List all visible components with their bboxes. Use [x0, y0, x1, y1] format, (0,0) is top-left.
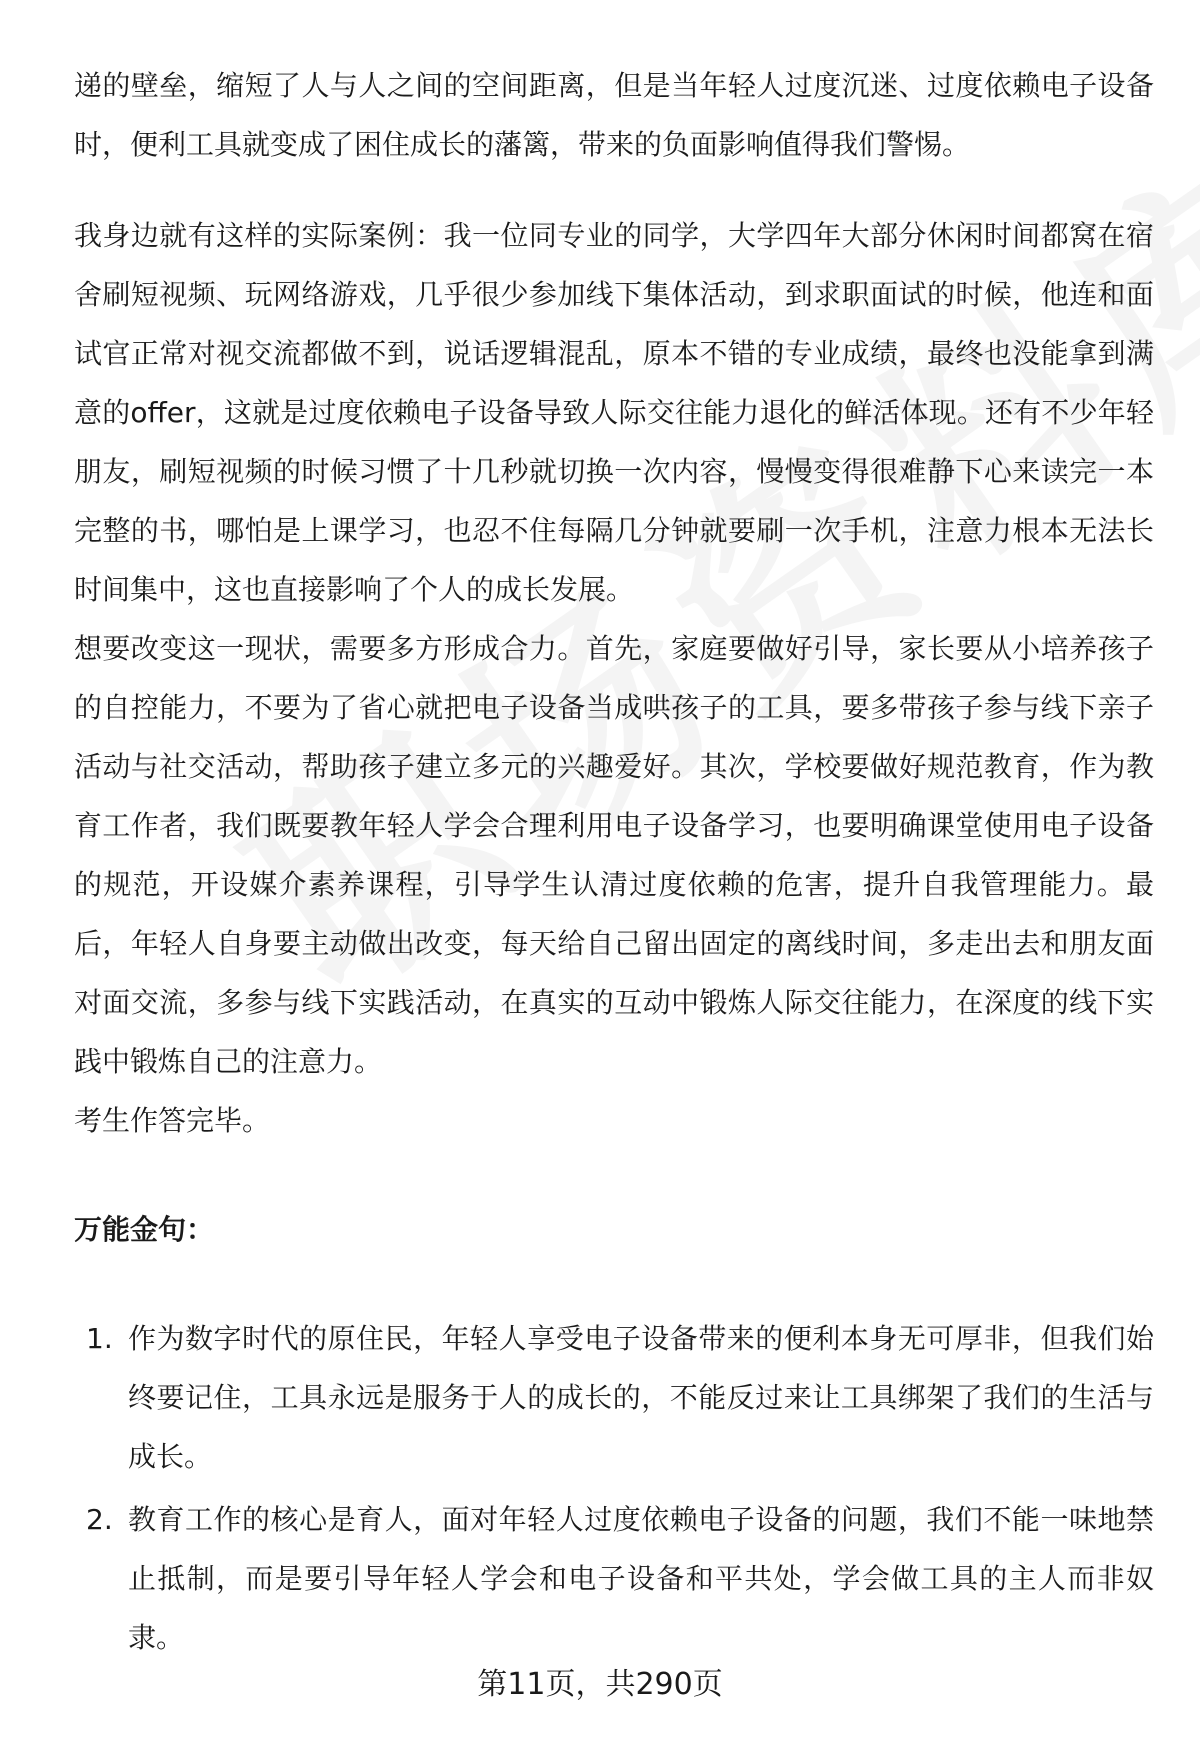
section-heading: 万能金句： — [74, 1213, 215, 1246]
paragraph-1: 递的壁垒，缩短了人与人之间的空间距离，但是当年轻人过度沉迷、过度依赖电子设备时，便利工具就变成了困住成长的藩篱，带来的负面影响值得我们警惕。 — [74, 69, 1154, 161]
list-item-text: 教育工作的核心是育人，面对年轻人过度依赖电子设备的问题，我们不能一味地禁止抵制，而是要引导年轻人学会和电子设备和平共处，学会做工具的主人而非奴隶。 — [128, 1503, 1154, 1654]
list-item-text: 作为数字时代的原住民，年轻人享受电子设备带来的便利本身无可厚非，但我们始终要记住，工具永远是服务于人的成长的，不能反过来让工具绑架了我们的生活与成长。 — [128, 1322, 1154, 1473]
list-item-number: 1. — [86, 1322, 113, 1355]
golden-sentence-list — [74, 1309, 1154, 1667]
list-item — [74, 1309, 1154, 1486]
paragraph-2: 我身边就有这样的实际案例：我一位同专业的同学，大学四年大部分休闲时间都窝在宿舍刷短视频、玩网络游戏，几乎很少参加线下集体活动，到求职面试的时候，他连和面试官正常对视交流都做不到，说话逻辑混乱，原本不错的专业成绩，最终也没能拿到满意的offer，这就是过度依赖电子设备导致人际交往能力退化的鲜活体现。还有不少年轻朋友，刷短视频的时候习惯了十几秒就切换一次内容，慢慢变得很难静下心来读完一本完整的书，哪怕是上课学习，也忍不住每隔几分钟就要刷一次手机，注意力根本无法长时间集中，这也直接影响了个人的成长发展。 — [74, 219, 1154, 606]
paragraph-gap — [74, 174, 1154, 206]
list-item — [74, 1490, 1154, 1667]
paragraph-3: 想要改变这一现状，需要多方形成合力。首先，家庭要做好引导，家长要从小培养孩子的自控能力，不要为了省心就把电子设备当成哄孩子的工具，要多带孩子参与线下亲子活动与社交活动，帮助孩子建立多元的兴趣爱好。其次，学校要做好规范教育，作为教育工作者，我们既要教年轻人学会合理利用电子设备学习，也要明确课堂使用电子设备的规范，开设媒介素养课程，引导学生认清过度依赖的危害，提升自我管理能力。最后，年轻人自身要主动做出改变，每天给自己留出固定的离线时间，多走出去和朋友面对面交流，多参与线下实践活动，在真实的互动中锻炼人际交往能力，在深度的线下实践中锻炼自己的注意力。 — [74, 632, 1154, 1078]
page-number-footer: 第11页，共290页 — [477, 1667, 723, 1702]
document-body — [74, 56, 1154, 1671]
section-gap — [74, 1150, 1154, 1200]
paragraph-4: 考生作答完毕。 — [74, 1104, 271, 1137]
list-item-number: 2. — [86, 1503, 113, 1536]
section-gap — [74, 1259, 1154, 1309]
